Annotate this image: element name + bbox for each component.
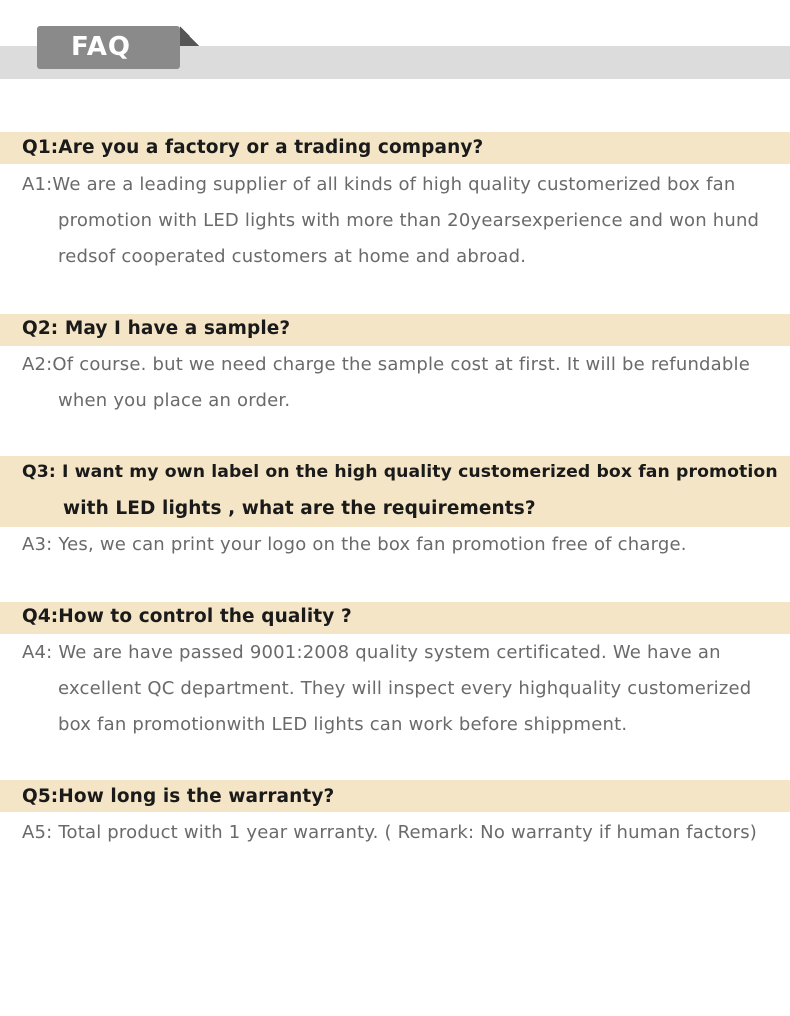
faq-title: FAQ	[71, 32, 132, 62]
answer-1-line-3: redsof cooperated customers at home and abroad.	[58, 246, 527, 267]
tab-fold-corner	[180, 26, 199, 46]
answer-2-line-2: when you place an order.	[58, 390, 291, 411]
answer-1-line-1: A1:We are a leading supplier of all kinds of high quality customerized box fan	[22, 174, 736, 195]
question-1-line-1: Q1:Are you a factory or a trading company?	[22, 137, 484, 158]
question-5-line-1: Q5:How long is the warranty?	[22, 786, 335, 807]
answer-4-line-2: excellent QC department. They will inspect every highquality customerized	[58, 678, 752, 699]
answer-1-line-2: promotion with LED lights with more than 20yearsexperience and won hund	[58, 210, 760, 231]
question-3-line-2: with LED lights , what are the requirements?	[63, 498, 536, 519]
question-4-line-1: Q4:How to control the quality ?	[22, 606, 352, 627]
answer-2-line-1: A2:Of course. but we need charge the sample cost at first. It will be refundable	[22, 354, 751, 375]
answer-4-line-3: box fan promotionwith LED lights can work before shippment.	[58, 714, 628, 735]
question-2-line-1: Q2: May I have a sample?	[22, 318, 291, 339]
faq-title-tab	[37, 26, 180, 69]
answer-3-line-1: A3: Yes, we can print your logo on the box fan promotion free of charge.	[22, 534, 687, 555]
answer-4-line-1: A4: We are have passed 9001:2008 quality system certificated. We have an	[22, 642, 721, 663]
question-3-line-1: Q3: I want my own label on the high quality customerized box fan promotion	[22, 462, 778, 482]
answer-5-line-1: A5: Total product with 1 year warranty. ( Remark: No warranty if human factors)	[22, 822, 757, 843]
